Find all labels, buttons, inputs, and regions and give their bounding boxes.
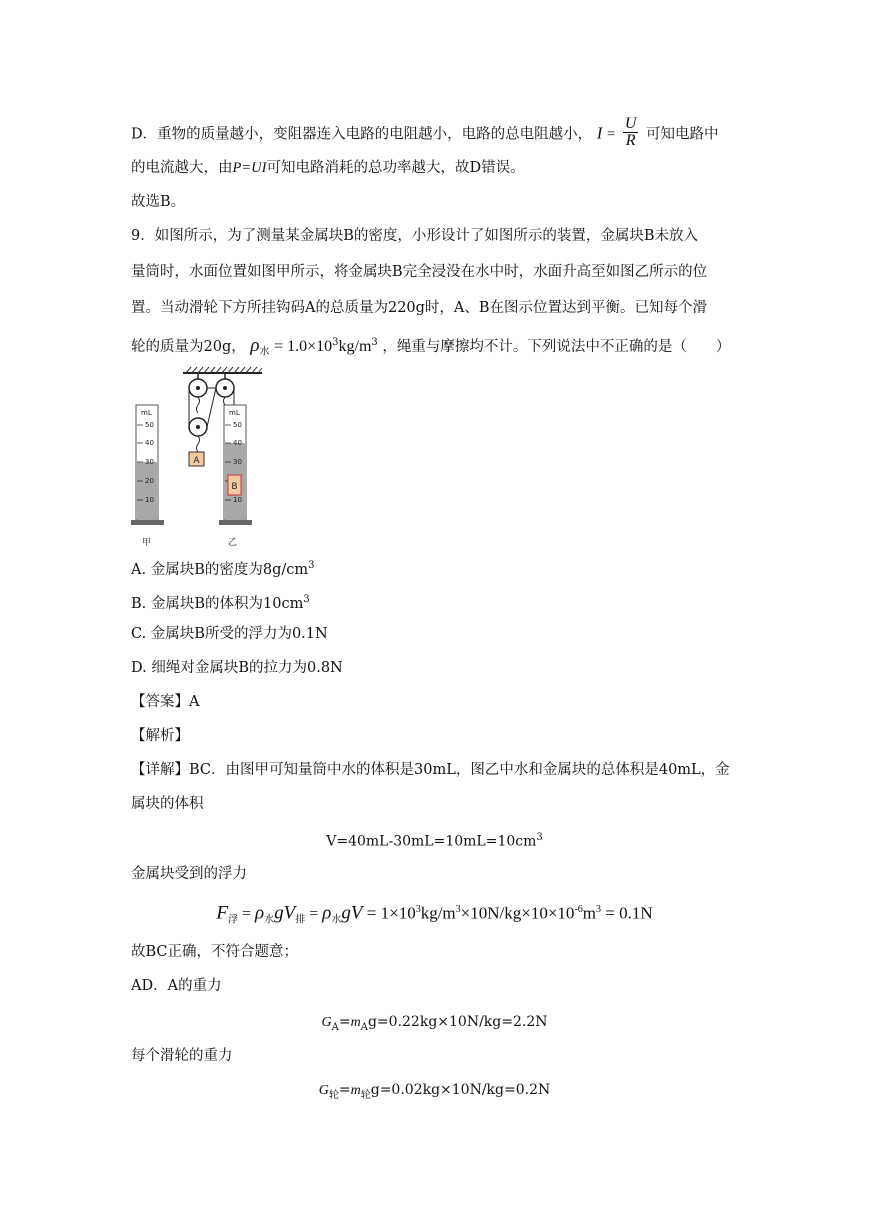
figure-label-left: 甲 (142, 538, 152, 548)
formula-text: g=0.22kg×10N/kg=2.2N (367, 1014, 548, 1030)
option-exponent: 3 (303, 594, 310, 605)
exponent: 3 (455, 904, 461, 915)
option-text: B. 金属块B的体积为10cm (131, 595, 304, 612)
question-line3: 置。当动滑轮下方所挂钩码A的总质量为220g时，A、B在图示位置达到平衡。已知每个滑 (131, 300, 708, 316)
buoyancy-formula (0, 900, 869, 931)
subscript: 轮 (360, 1089, 371, 1101)
buoyancy-label: 金属块受到的浮力 (131, 866, 247, 882)
water-left (137, 462, 157, 520)
text: 可知电路消耗的总功率越大，故D错误。 (266, 160, 525, 176)
formula-text: g=0.02kg×10N/kg=0.2N (370, 1082, 551, 1098)
apparatus-figure (128, 365, 268, 550)
symbol: F (216, 902, 228, 924)
formula-var: I (596, 123, 603, 143)
operator: = (237, 905, 256, 923)
text: ，绳重与摩擦均不计。下列说法中不正确的是（ ） (382, 338, 731, 355)
operator: = (305, 905, 323, 923)
option-c (131, 624, 751, 644)
ad-label: AD．A的重力 (131, 978, 222, 994)
prev-option-d-line2 (131, 158, 751, 178)
fraction-denominator: R (625, 132, 636, 149)
symbol: gV (341, 902, 363, 924)
formula-text: V=40mL-30mL=10mL=10cm (326, 833, 537, 850)
cylinder-right (219, 405, 252, 525)
question-line4 (131, 333, 751, 363)
ga-formula (0, 1012, 869, 1038)
bc-conclusion: 故BC正确，不符合题意； (131, 944, 299, 960)
prev-conclusion: 故选B。 (131, 194, 186, 210)
subscript: 水 (264, 914, 275, 926)
tick-label: 30 (233, 458, 242, 466)
subscript: 水 (331, 914, 342, 926)
text: 可知电路中 (645, 126, 719, 143)
option-d (131, 658, 751, 678)
option-a (131, 556, 751, 580)
tick-label: 30 (145, 458, 154, 466)
rho-symbol: ρ (250, 334, 260, 356)
formula-text: kg/m (420, 903, 456, 923)
symbol: gV (274, 902, 296, 924)
question-line2: 量筒时，水面位置如图甲所示，将金属块B完全浸没在水中时，水面升高至如图乙所示的位 (131, 264, 708, 280)
option-text: A. 金属块B的密度为8g/cm (131, 561, 309, 578)
subscript: 排 (295, 914, 306, 926)
formula-eq: = (607, 126, 616, 143)
exponent: -6 (574, 904, 583, 915)
cylinder-left (131, 405, 164, 525)
formula-text: ×10N/kg×10×10 (460, 903, 575, 923)
exponent: 3 (536, 832, 543, 843)
option-exponent: 3 (308, 560, 315, 571)
tick-label: 10 (145, 496, 154, 504)
question-line1: 9．如图所示，为了测量某金属块B的密度，小形设计了如图所示的装置，金属块B未放入 (131, 228, 699, 244)
detail-line2: 属块的体积 (131, 796, 204, 812)
formula: P=UI (232, 160, 267, 176)
volume-formula (0, 828, 869, 852)
symbol: ρ (322, 902, 332, 924)
exponent: 3 (596, 904, 601, 915)
symbol: G (321, 1015, 332, 1030)
option-text: C. 金属块B所受的浮力为0.1N (131, 626, 328, 642)
rho-subscript: 水 (259, 346, 270, 358)
pulley-label: 每个滑轮的重力 (131, 1048, 233, 1064)
analysis-title: 【解析】 (131, 728, 189, 744)
symbol: G (318, 1083, 329, 1098)
symbol: m (350, 1015, 361, 1030)
tick-label: 10 (233, 496, 242, 504)
text: 轮的质量为20g， (131, 338, 246, 355)
option-b (131, 590, 751, 614)
symbol: ρ (255, 902, 265, 924)
option-text: D. 细绳对金属块B的拉力为0.8N (131, 660, 343, 676)
formula-text: = 1×10 (362, 903, 416, 923)
subscript: A (331, 1021, 339, 1033)
tick-label: 20 (145, 477, 154, 485)
tick-label: 50 (145, 421, 154, 429)
tick-label: 40 (145, 439, 154, 447)
block-b-label: B (231, 482, 238, 492)
subscript: 浮 (227, 914, 238, 926)
exponent: 3 (371, 337, 378, 348)
tick-label: 50 (233, 421, 242, 429)
formula-text: = 0.1N (601, 903, 653, 923)
subscript: 轮 (328, 1089, 339, 1101)
text: D．重物的质量越小，变阻器连入电路的电阻越小，电路的总电阻越小， (131, 126, 593, 143)
exponent: 3 (415, 904, 421, 915)
exponent: 3 (332, 337, 339, 348)
prev-option-d-line1 (131, 115, 751, 151)
symbol: m (350, 1083, 361, 1098)
operator: = (338, 1082, 351, 1098)
text: 的电流越大，由 (131, 160, 233, 176)
detail-line1: 【详解】BC．由图甲可知量筒中水的体积是30mL，图乙中水和金属块的总体积是40mL，金 (131, 762, 730, 778)
subscript: A (360, 1021, 368, 1033)
unit-label: mL (229, 409, 240, 417)
density-unit: kg/m (338, 337, 372, 355)
unit-label: mL (141, 409, 152, 417)
gp-formula (0, 1080, 869, 1106)
answer: 【答案】A (131, 694, 200, 710)
tick-label: 40 (233, 439, 242, 447)
figure-label-right: 乙 (228, 538, 238, 548)
formula-text: m (582, 903, 596, 923)
fraction-numerator: U (624, 115, 637, 132)
operator: = (338, 1014, 351, 1030)
block-a-label: A (193, 456, 200, 466)
density-value: = 1.0×10 (274, 337, 333, 355)
formula-fraction (623, 116, 639, 149)
